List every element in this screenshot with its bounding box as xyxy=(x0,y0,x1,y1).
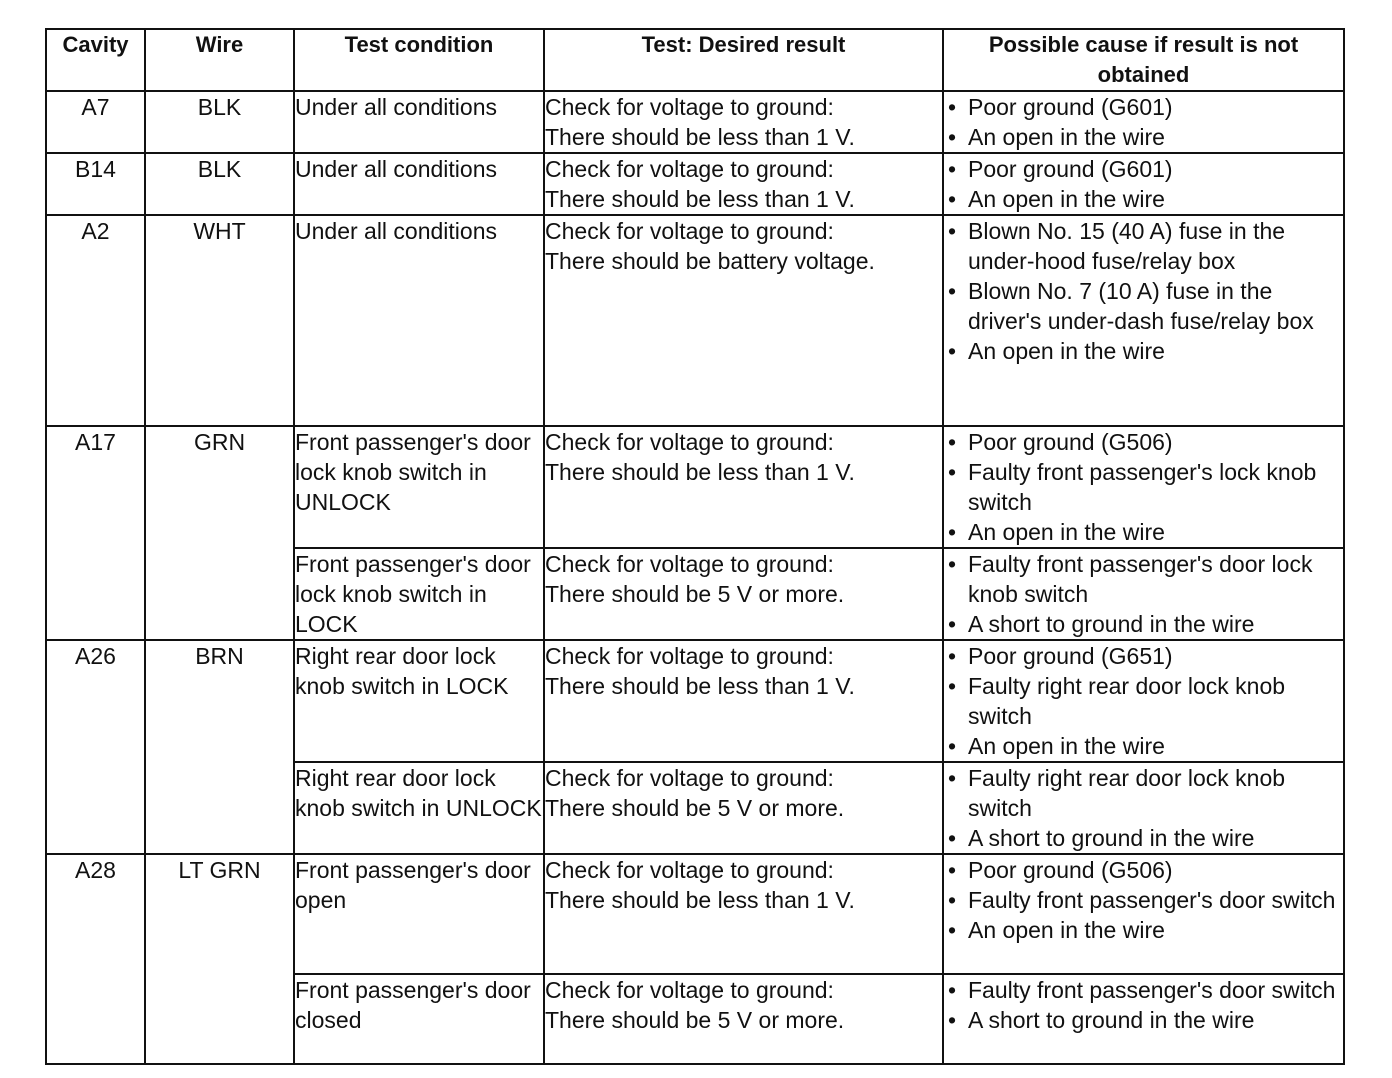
header-row xyxy=(46,29,1344,91)
result-line: There should be 5 V or more. xyxy=(545,795,845,821)
table-row xyxy=(46,426,1344,548)
table-row xyxy=(46,640,1344,762)
cause-item: • Poor ground (G506) xyxy=(944,855,1343,885)
condition-cell: Front passenger's door open xyxy=(294,854,544,974)
result-line: Check for voltage to ground: xyxy=(545,857,834,883)
cause-cell xyxy=(943,153,1344,215)
cause-item: • Blown No. 15 (40 A) fuse in the under-hood fuse/relay box xyxy=(944,216,1343,276)
result-line: Check for voltage to ground: xyxy=(545,765,834,791)
condition-cell: Front passenger's door lock knob switch in LOCK xyxy=(294,548,544,640)
cause-item: • Faulty right rear door lock knob switch xyxy=(944,671,1343,731)
result-cell xyxy=(544,426,943,548)
cavity-cell: A2 xyxy=(46,215,145,426)
cause-item: • Blown No. 7 (10 A) fuse in the driver's under-dash fuse/relay box xyxy=(944,276,1343,336)
wire-cell: BLK xyxy=(145,91,294,153)
cause-item: • An open in the wire xyxy=(944,731,1343,761)
cause-item: • Poor ground (G506) xyxy=(944,427,1343,457)
result-line: Check for voltage to ground: xyxy=(545,551,834,577)
cause-item: • A short to ground in the wire xyxy=(944,823,1343,853)
wire-cell: GRN xyxy=(145,426,294,640)
cause-item: • Faulty right rear door lock knob switch xyxy=(944,763,1343,823)
cause-cell xyxy=(943,91,1344,153)
diagnostic-table xyxy=(45,28,1345,1065)
cause-cell xyxy=(943,854,1344,974)
header-cavity: Cavity xyxy=(46,29,145,91)
cause-item: • Faulty front passenger's door lock knob switch xyxy=(944,549,1343,609)
result-line: There should be less than 1 V. xyxy=(545,186,855,212)
result-cell xyxy=(544,762,943,854)
header-possible-cause: Possible cause if result is not obtained xyxy=(943,29,1344,91)
result-cell xyxy=(544,91,943,153)
condition-cell: Right rear door lock knob switch in UNLOCK xyxy=(294,762,544,854)
condition-cell: Front passenger's door lock knob switch in UNLOCK xyxy=(294,426,544,548)
result-line: Check for voltage to ground: xyxy=(545,94,834,120)
cause-item: • An open in the wire xyxy=(944,915,1343,945)
wire-cell: LT GRN xyxy=(145,854,294,1064)
table-row xyxy=(46,854,1344,974)
header-desired-result: Test: Desired result xyxy=(544,29,943,91)
cause-item: • An open in the wire xyxy=(944,184,1343,214)
result-cell xyxy=(544,974,943,1064)
cause-item: • A short to ground in the wire xyxy=(944,1005,1343,1035)
result-cell xyxy=(544,153,943,215)
result-line: There should be less than 1 V. xyxy=(545,673,855,699)
cavity-cell: B14 xyxy=(46,153,145,215)
result-line: Check for voltage to ground: xyxy=(545,977,834,1003)
cause-cell xyxy=(943,974,1344,1064)
condition-cell: Front passenger's door closed xyxy=(294,974,544,1064)
cause-cell xyxy=(943,426,1344,548)
cause-item: • Poor ground (G601) xyxy=(944,92,1343,122)
condition-cell: Under all conditions xyxy=(294,91,544,153)
cause-item: • An open in the wire xyxy=(944,122,1343,152)
result-cell xyxy=(544,854,943,974)
result-line: Check for voltage to ground: xyxy=(545,643,834,669)
result-line: There should be less than 1 V. xyxy=(545,459,855,485)
cavity-cell: A17 xyxy=(46,426,145,640)
condition-cell: Right rear door lock knob switch in LOCK xyxy=(294,640,544,762)
result-line: There should be 5 V or more. xyxy=(545,1007,845,1033)
result-line: There should be less than 1 V. xyxy=(545,887,855,913)
table-row xyxy=(46,215,1344,426)
header-test-condition: Test condition xyxy=(294,29,544,91)
result-line: There should be less than 1 V. xyxy=(545,124,855,150)
cavity-cell: A28 xyxy=(46,854,145,1064)
cause-item: • Faulty front passenger's lock knob switch xyxy=(944,457,1343,517)
cause-item: • Poor ground (G651) xyxy=(944,641,1343,671)
cause-item: • Faulty front passenger's door switch xyxy=(944,885,1343,915)
wire-cell: WHT xyxy=(145,215,294,426)
cause-cell xyxy=(943,762,1344,854)
cause-cell xyxy=(943,548,1344,640)
cause-item: • An open in the wire xyxy=(944,517,1343,547)
cause-item: • Faulty front passenger's door switch xyxy=(944,975,1343,1005)
cavity-cell: A26 xyxy=(46,640,145,854)
condition-cell: Under all conditions xyxy=(294,153,544,215)
table-row xyxy=(46,91,1344,153)
cause-cell xyxy=(943,215,1344,426)
wire-cell: BRN xyxy=(145,640,294,854)
result-cell xyxy=(544,215,943,426)
table-row xyxy=(46,153,1344,215)
cause-cell xyxy=(943,640,1344,762)
condition-cell: Under all conditions xyxy=(294,215,544,426)
result-line: Check for voltage to ground: xyxy=(545,156,834,182)
cause-item: • A short to ground in the wire xyxy=(944,609,1343,639)
result-cell xyxy=(544,548,943,640)
result-cell xyxy=(544,640,943,762)
cavity-cell: A7 xyxy=(46,91,145,153)
result-line: Check for voltage to ground: xyxy=(545,218,834,244)
header-wire: Wire xyxy=(145,29,294,91)
result-line: Check for voltage to ground: xyxy=(545,429,834,455)
cause-item: • An open in the wire xyxy=(944,336,1343,366)
cause-item: • Poor ground (G601) xyxy=(944,154,1343,184)
wire-cell: BLK xyxy=(145,153,294,215)
result-line: There should be 5 V or more. xyxy=(545,581,845,607)
result-line: There should be battery voltage. xyxy=(545,248,875,274)
